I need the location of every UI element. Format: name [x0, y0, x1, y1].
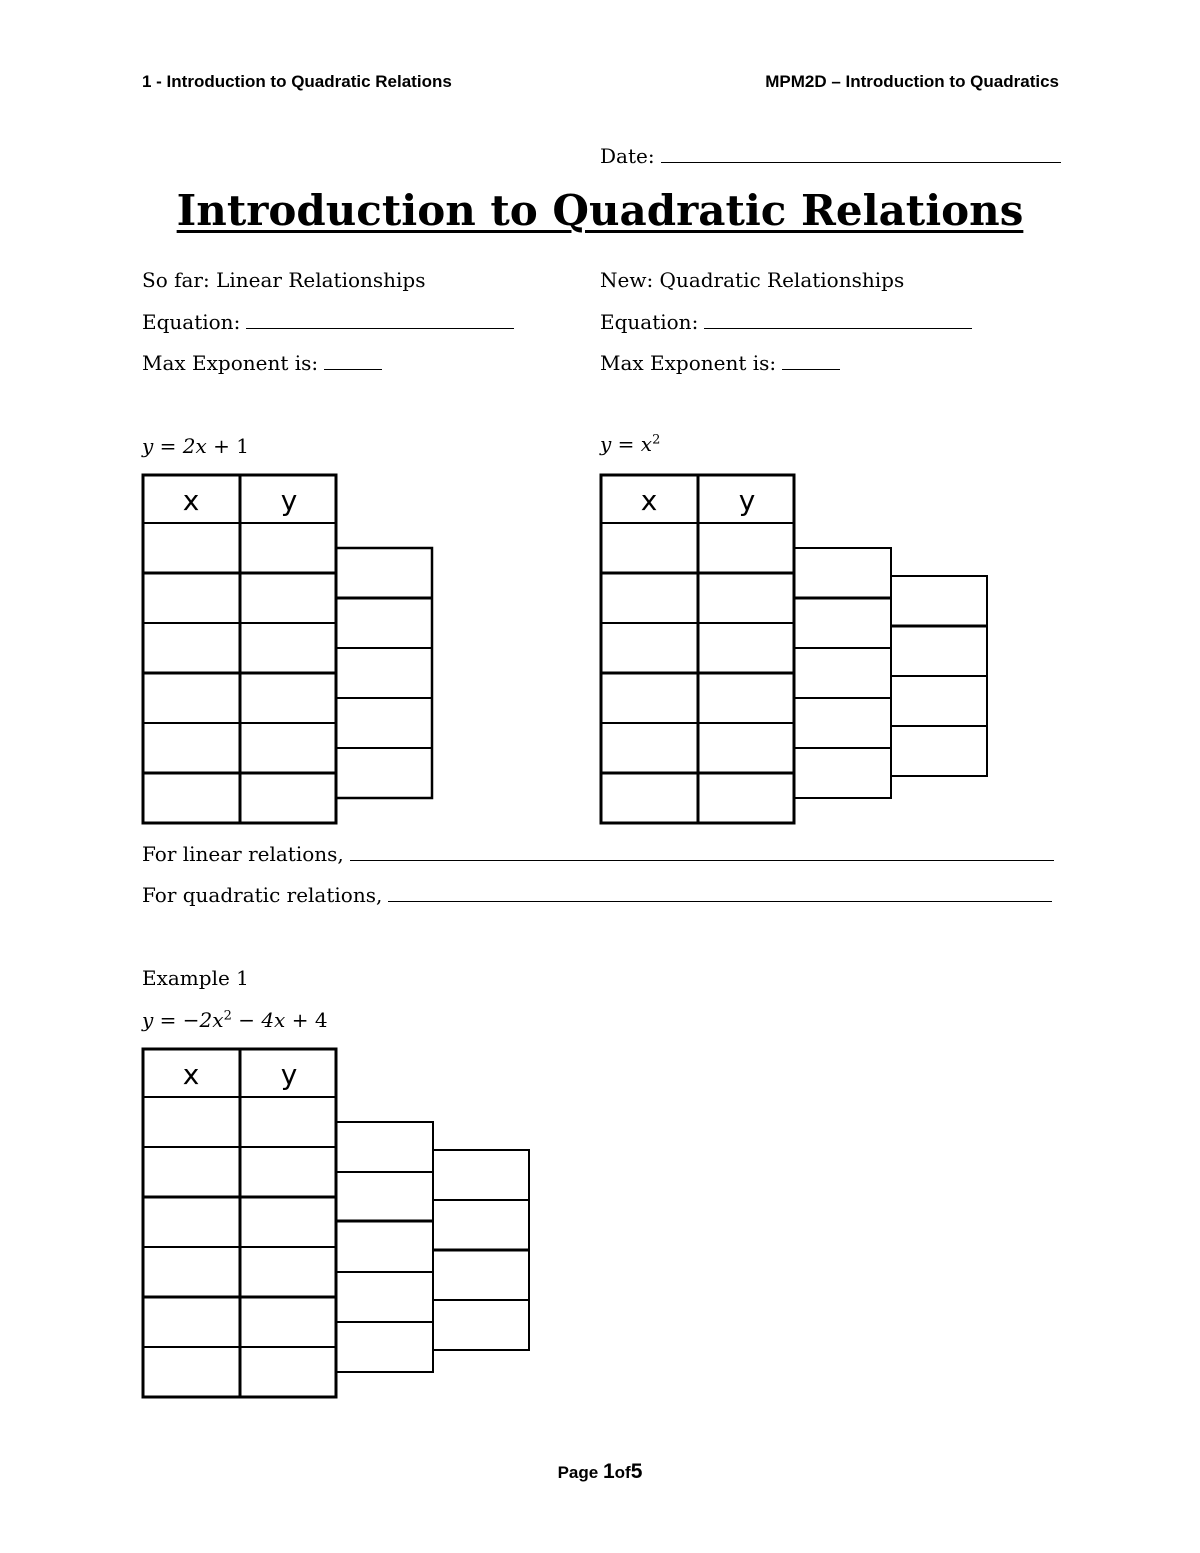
- linear-eq-lhs: y: [142, 434, 154, 458]
- linear-eq-plus: +: [213, 434, 230, 458]
- header-right-title: MPM2D – Introduction to Quadratics: [765, 72, 1059, 91]
- linear-conclusion-label: For linear relations,: [142, 842, 344, 866]
- linear-eq-constant: 1: [236, 434, 250, 458]
- footer-page-word: Page: [557, 1463, 599, 1482]
- linear-exponent-label: Max Exponent is:: [142, 351, 319, 375]
- ex1-term2: 4x: [261, 1008, 286, 1032]
- quadratic-conclusion-label: For quadratic relations,: [142, 883, 383, 907]
- footer-page-total: 5: [630, 1460, 643, 1483]
- footer-of-word: of: [614, 1463, 631, 1482]
- linear-equation-label: Equation:: [142, 310, 241, 334]
- linear-eq-term1: 2x: [182, 434, 207, 458]
- ex1-minus: −: [238, 1008, 255, 1032]
- quad-eq-equals: =: [617, 432, 635, 456]
- quad-eq-exponent: 2: [652, 432, 661, 448]
- ex1-lhs: y: [142, 1008, 154, 1032]
- quadratic-x-header: x: [640, 484, 658, 517]
- quadratic-equation-label: Equation:: [600, 310, 699, 334]
- linear-heading: So far: Linear Relationships: [142, 268, 426, 292]
- ex1-term1-exponent: 2: [223, 1008, 232, 1024]
- ex1-term1: −2x: [182, 1008, 224, 1032]
- ex1-constant: 4: [314, 1008, 328, 1032]
- example-1-first-difference-column: [336, 1122, 433, 1372]
- example-1-x-header: x: [182, 1058, 200, 1091]
- page-title: Introduction to Quadratic Relations: [176, 186, 1024, 235]
- date-label: Date:: [600, 144, 655, 168]
- linear-eq-equals: =: [159, 434, 177, 458]
- footer-page-number: 1: [602, 1460, 615, 1483]
- example-1-y-header: y: [280, 1058, 298, 1091]
- quad-eq-base: x: [640, 432, 653, 456]
- quadratic-heading: New: Quadratic Relationships: [600, 268, 905, 292]
- linear-x-header: x: [182, 484, 200, 517]
- example-1-label: Example 1: [142, 966, 249, 990]
- quadratic-exponent-label: Max Exponent is:: [600, 351, 777, 375]
- ex1-plus: +: [291, 1008, 309, 1032]
- quad-eq-lhs: y: [600, 432, 612, 456]
- ex1-equals: =: [159, 1008, 177, 1032]
- linear-y-header: y: [280, 484, 298, 517]
- header-left-title: 1 - Introduction to Quadratic Relations: [142, 72, 452, 91]
- page-number-footer: [0, 1460, 1200, 1484]
- quadratic-y-header: y: [738, 484, 756, 517]
